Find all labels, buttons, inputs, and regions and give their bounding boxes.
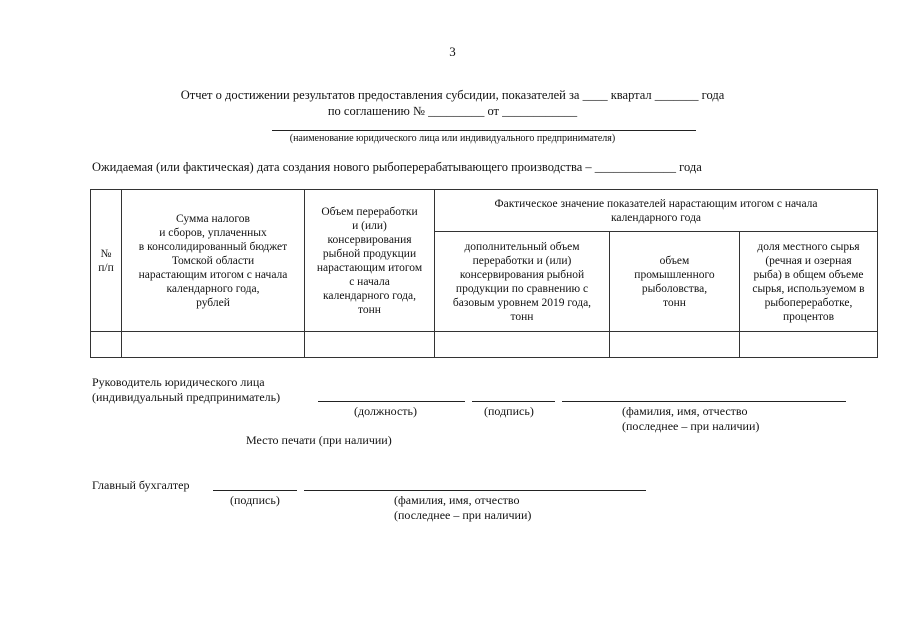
head-position-line[interactable] <box>318 401 465 402</box>
header-taxes-line: нарастающим итогом с начала <box>138 268 288 281</box>
head-label-line2: (индивидуальный предприниматель) <box>92 390 281 404</box>
header-local-share <box>740 232 878 332</box>
header-taxes-line: в консолидированный бюджет <box>138 240 288 253</box>
header-additional-line: консервирования рыбной <box>459 268 585 281</box>
fio-caption-line1: (фамилия, имя, отчество <box>622 404 748 418</box>
header-volume-line: рыбной продукции <box>322 247 417 260</box>
header-volume <box>305 190 435 332</box>
table-cell-additional[interactable] <box>435 332 610 358</box>
header-fishing-line: промышленного <box>634 268 715 281</box>
header-volume-line: консервирования <box>327 233 412 246</box>
table-cell-local[interactable] <box>740 332 878 358</box>
header-taxes-line: Томской области <box>171 254 255 267</box>
signature-caption: (подпись) <box>484 404 534 418</box>
stamp-place: Место печати (при наличии) <box>246 433 392 447</box>
header-volume-line: и (или) <box>352 219 387 232</box>
header-taxes-line: Сумма налогов <box>176 212 250 225</box>
header-local-line: рыба) в общем объеме <box>753 268 864 281</box>
header-additional-line: продукции по сравнению с <box>455 282 589 295</box>
head-label-line1: Руководитель юридического лица <box>92 375 265 389</box>
accountant-signature-caption: (подпись) <box>230 493 280 507</box>
header-number <box>91 190 122 332</box>
header-local-line: доля местного сырья <box>757 240 860 253</box>
header-additional-line: дополнительный объем <box>464 240 580 253</box>
header-taxes-line: календарного года, <box>166 282 260 295</box>
header-additional-volume <box>435 232 610 332</box>
accountant-label: Главный бухгалтер <box>92 478 190 492</box>
agreement-line: по соглашению № _________ от ____________ <box>327 104 578 118</box>
header-number-line: № <box>100 247 112 260</box>
header-fishing-volume <box>610 232 740 332</box>
entity-name-caption: (наименование юридического лица или индивидуального предпринимателя) <box>289 133 616 144</box>
accountant-fio-caption-line1: (фамилия, имя, отчество <box>394 493 520 507</box>
header-volume-line: тонн <box>358 303 381 316</box>
table-row <box>91 332 878 358</box>
header-local-line: (речная и озерная <box>765 254 852 267</box>
header-taxes-line: и сборов, уплаченных <box>159 226 267 239</box>
table-cell-volume[interactable] <box>305 332 435 358</box>
header-additional-line: тонн <box>510 310 534 323</box>
header-fishing-line: объем <box>659 254 690 267</box>
report-title: Отчет о достижении результатов предоставления субсидии, показателей за ____ квартал _______ года <box>180 88 725 102</box>
table-cell-fishing[interactable] <box>610 332 740 358</box>
header-volume-line: нарастающим итогом <box>316 261 423 274</box>
header-volume-line: с начала <box>349 275 390 288</box>
header-volume-line: Объем переработки <box>321 205 418 218</box>
header-local-line: сырья, используемом в <box>752 282 865 295</box>
header-group-line: календарного года <box>610 211 702 224</box>
header-volume-line: календарного года, <box>323 289 416 302</box>
head-fio-line[interactable] <box>562 401 846 402</box>
head-signature-line[interactable] <box>472 401 555 402</box>
table-cell-number[interactable] <box>91 332 122 358</box>
header-additional-line: переработки и (или) <box>472 254 572 267</box>
indicators-table <box>90 189 878 358</box>
page-number: 3 <box>449 44 456 59</box>
header-local-line: рыбопереработке, <box>764 296 853 309</box>
header-fishing-line: тонн <box>663 296 686 309</box>
accountant-fio-caption-line2: (последнее – при наличии) <box>394 508 532 522</box>
position-caption: (должность) <box>354 404 417 418</box>
header-taxes-line: рублей <box>196 296 230 309</box>
header-additional-line: базовым уровнем 2019 года, <box>452 296 592 309</box>
header-taxes <box>122 190 305 332</box>
expected-date-line: Ожидаемая (или фактическая) дата создания нового рыбоперерабатывающего производства – _____________ года <box>92 160 702 174</box>
accountant-signature-line[interactable] <box>213 490 297 491</box>
header-number-line: п/п <box>98 261 114 274</box>
table-cell-taxes[interactable] <box>122 332 305 358</box>
fio-caption-line2: (последнее – при наличии) <box>622 419 760 433</box>
header-group-line: Фактическое значение показателей нарастающим итогом с начала <box>494 197 818 210</box>
header-actual-group <box>435 190 878 232</box>
entity-name-line <box>272 130 696 131</box>
header-local-line: процентов <box>782 310 835 323</box>
accountant-fio-line[interactable] <box>304 490 646 491</box>
header-fishing-line: рыболовства, <box>641 282 708 295</box>
